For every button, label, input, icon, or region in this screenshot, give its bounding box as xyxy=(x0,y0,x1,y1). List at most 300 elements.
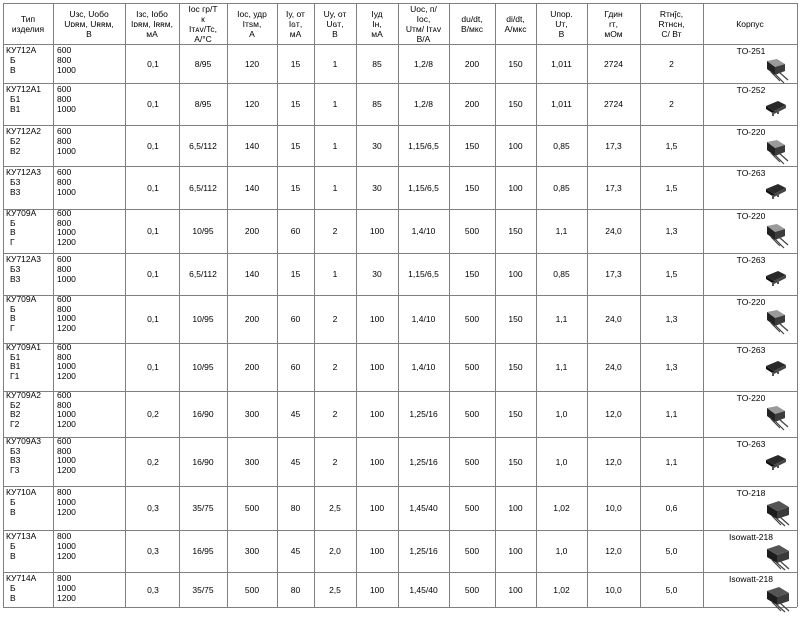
voltage-value: 1000 xyxy=(57,187,76,197)
type-cell xyxy=(6,437,52,475)
type-designation: КУ710А xyxy=(6,487,37,497)
voltage-cell xyxy=(57,343,123,381)
param-value: 200 xyxy=(244,314,260,324)
param-value: 2,5 xyxy=(329,584,341,595)
voltage-value: 800 xyxy=(57,264,72,274)
param-value: 100 xyxy=(369,503,385,513)
param-value: 1 xyxy=(332,182,338,193)
package-label: TO-263 xyxy=(736,255,766,265)
voltage-value: 1000 xyxy=(57,146,76,156)
param-value: 2724 xyxy=(604,58,623,69)
param-value: 1,02 xyxy=(553,503,570,513)
type-designation: Г xyxy=(10,322,15,333)
param-value: 12,0 xyxy=(605,456,622,467)
param-value: 1,1 xyxy=(665,456,678,467)
type-designation: Б xyxy=(10,303,16,314)
header-cell xyxy=(640,3,703,44)
param-value: 17,3 xyxy=(605,140,622,151)
header-line: Rᴛʜᴄʜ, xyxy=(658,18,685,29)
param-value: 35/75 xyxy=(192,584,214,595)
type-designation: В2 xyxy=(10,146,21,156)
voltage-cell xyxy=(57,209,123,247)
param-value: 35/75 xyxy=(192,503,214,513)
header-line: мА xyxy=(146,28,158,39)
header-line: В xyxy=(558,28,565,39)
type-designation: В3 xyxy=(10,187,21,197)
param-value: 1,02 xyxy=(553,584,570,595)
header-line: Iʜ, xyxy=(372,18,382,29)
grid-vline xyxy=(703,3,704,607)
param-value: 100 xyxy=(369,314,385,324)
param-value: 0,1 xyxy=(147,269,159,279)
voltage-value: 1000 xyxy=(57,104,76,114)
param-value: 140 xyxy=(244,140,260,151)
header-line: А/°С xyxy=(194,33,212,44)
type-cell xyxy=(6,295,52,333)
param-value: 6,5/112 xyxy=(189,269,217,279)
header-line: к xyxy=(201,13,205,24)
voltage-value: 600 xyxy=(57,254,72,264)
header-line: Iос, xyxy=(416,13,431,24)
param-value: 2724 xyxy=(604,99,623,109)
header-line: мА xyxy=(289,28,302,39)
voltage-value: 1200 xyxy=(57,507,76,517)
voltage-value: 800 xyxy=(57,217,72,228)
param-value: 80 xyxy=(290,503,301,513)
voltage-value: 1200 xyxy=(57,236,76,247)
param-value: 5,0 xyxy=(665,546,678,556)
header-line: rᴛ, xyxy=(608,18,619,29)
package-icon xyxy=(763,501,791,532)
param-value: 2 xyxy=(332,409,338,419)
header-cell xyxy=(587,3,640,44)
type-designation: КУ714А xyxy=(6,573,37,583)
param-value: 60 xyxy=(290,362,301,372)
type-designation: КУ712А3 xyxy=(6,254,42,264)
package-label: TO-251 xyxy=(736,46,766,56)
header-cell xyxy=(536,3,587,44)
param-value: 0,85 xyxy=(553,269,570,279)
header-line: Uпор. xyxy=(550,8,573,19)
header-cell xyxy=(277,3,314,44)
header-line: Корпус xyxy=(736,18,764,29)
param-value: 0,1 xyxy=(147,226,159,236)
header-line: Тип xyxy=(20,13,36,24)
param-value: 150 xyxy=(508,99,523,109)
param-value: 1 xyxy=(332,269,338,279)
voltage-value: 1200 xyxy=(57,464,76,475)
param-value: 15 xyxy=(290,269,301,279)
type-designation: Б3 xyxy=(10,445,21,456)
header-line: Iос гр/Т xyxy=(188,3,218,14)
package-icon xyxy=(763,452,789,475)
voltage-value: 1000 xyxy=(57,455,76,465)
voltage-value: 1000 xyxy=(57,409,76,419)
param-value: 10,0 xyxy=(605,584,622,595)
param-value: 15 xyxy=(290,58,301,69)
package-label: TO-263 xyxy=(736,168,766,178)
param-value: 100 xyxy=(508,584,523,595)
param-value: 0,85 xyxy=(553,140,570,151)
param-value: 45 xyxy=(290,409,301,419)
param-value: 1,3 xyxy=(665,314,678,324)
param-value: 100 xyxy=(508,182,523,193)
param-value: 8/95 xyxy=(194,99,212,109)
param-value: 0,3 xyxy=(147,546,159,556)
param-value: 0,1 xyxy=(147,58,159,69)
param-value: 1,2/8 xyxy=(414,99,433,109)
voltage-value: 1000 xyxy=(57,227,76,237)
header-line: Iзс, Iобо xyxy=(136,8,168,19)
param-value: 17,3 xyxy=(605,182,622,193)
type-designation: КУ712А2 xyxy=(6,126,42,136)
type-designation: В xyxy=(10,313,16,323)
header-cell xyxy=(398,3,449,44)
voltage-value: 600 xyxy=(57,436,72,446)
header-line: Uос, п/ xyxy=(410,3,437,14)
param-value: 0,1 xyxy=(147,140,159,151)
type-designation: В xyxy=(10,507,16,517)
param-value: 45 xyxy=(290,456,301,467)
param-value: 150 xyxy=(464,182,480,193)
param-value: 1,1 xyxy=(555,226,568,236)
param-value: 500 xyxy=(464,409,480,419)
param-value: 16/90 xyxy=(192,409,214,419)
voltage-value: 1000 xyxy=(57,274,76,284)
type-designation: КУ712А xyxy=(6,45,37,55)
type-cell xyxy=(6,343,52,381)
param-value: 1,011 xyxy=(551,99,572,109)
type-designation: Б xyxy=(10,541,16,551)
type-cell xyxy=(6,209,52,247)
voltage-value: 800 xyxy=(57,136,72,146)
param-value: 1,3 xyxy=(665,362,678,372)
type-designation: Б xyxy=(10,497,16,507)
type-designation: Б3 xyxy=(10,264,21,274)
param-value: 0,3 xyxy=(147,503,159,513)
param-value: 500 xyxy=(464,226,480,236)
param-value: 1,15/6,5 xyxy=(408,140,439,151)
type-designation: Г xyxy=(10,236,15,247)
header-line: В/А xyxy=(416,33,431,44)
type-cell xyxy=(6,531,52,561)
grid-vline xyxy=(125,3,126,607)
param-value: 0,2 xyxy=(147,409,159,419)
package-icon xyxy=(763,587,791,618)
param-value: 0,2 xyxy=(147,456,159,467)
header-line: В xyxy=(86,28,92,39)
type-designation: В xyxy=(10,551,16,561)
param-value: 1,5 xyxy=(665,140,678,151)
type-designation: КУ709А1 xyxy=(6,342,42,352)
voltage-value: 800 xyxy=(57,399,72,410)
voltage-value: 600 xyxy=(57,167,72,177)
param-value: 60 xyxy=(290,226,301,236)
type-designation: В xyxy=(10,593,16,603)
param-value: 60 xyxy=(290,314,301,324)
param-value: 1,25/16 xyxy=(409,409,438,419)
type-cell xyxy=(6,167,52,197)
package-label: TO-220 xyxy=(736,211,766,221)
header-line: В/мкс xyxy=(461,23,483,34)
voltage-cell xyxy=(57,531,123,561)
voltage-value: 800 xyxy=(57,487,72,497)
param-value: 1,45/40 xyxy=(409,503,438,513)
param-value: 500 xyxy=(464,546,480,556)
voltage-value: 800 xyxy=(57,303,72,314)
type-designation: КУ709А xyxy=(6,294,37,304)
param-value: 10/95 xyxy=(192,314,214,324)
voltage-value: 800 xyxy=(57,573,72,583)
voltage-value: 1000 xyxy=(57,361,76,371)
voltage-value: 800 xyxy=(57,531,72,541)
param-value: 1,2/8 xyxy=(414,58,433,69)
type-designation: В1 xyxy=(10,104,21,114)
param-value: 2 xyxy=(332,456,338,467)
voltage-value: 600 xyxy=(57,126,72,136)
param-value: 24,0 xyxy=(605,362,622,372)
param-value: 1 xyxy=(332,58,338,69)
type-designation: КУ709А xyxy=(6,208,37,218)
param-value: 2 xyxy=(669,58,674,69)
param-value: 0,1 xyxy=(147,314,159,324)
header-line: Iᴅʀᴍ, Iʀʀᴍ, xyxy=(131,18,173,29)
header-cell xyxy=(53,3,125,44)
param-value: 120 xyxy=(244,99,260,109)
type-cell xyxy=(6,84,52,114)
type-designation: КУ713А xyxy=(6,531,37,541)
voltage-cell xyxy=(57,167,123,197)
param-value: 8/95 xyxy=(194,58,212,69)
header-line: В xyxy=(332,28,338,39)
voltage-cell xyxy=(57,573,123,603)
voltage-cell xyxy=(57,437,123,475)
param-value: 12,0 xyxy=(605,409,622,419)
header-line: Iу, от xyxy=(286,8,305,19)
param-value: 24,0 xyxy=(605,226,622,236)
param-value: 100 xyxy=(369,584,385,595)
param-value: 1,0 xyxy=(555,546,568,556)
param-value: 1,4/10 xyxy=(411,314,436,324)
param-value: 150 xyxy=(508,409,523,419)
voltage-cell xyxy=(57,487,123,517)
param-value: 30 xyxy=(372,182,382,193)
package-label: TO-220 xyxy=(736,297,766,307)
param-value: 16/90 xyxy=(192,456,214,467)
voltage-cell xyxy=(57,254,123,284)
param-value: 300 xyxy=(244,409,260,419)
grid-vline xyxy=(797,3,798,607)
param-value: 100 xyxy=(369,409,385,419)
type-designation: Б1 xyxy=(10,351,21,362)
param-value: 1,1 xyxy=(555,362,568,372)
header-cell xyxy=(495,3,536,44)
voltage-value: 1000 xyxy=(57,497,76,507)
voltage-value: 800 xyxy=(57,445,72,456)
package-icon xyxy=(763,545,791,576)
param-value: 1,0 xyxy=(555,409,568,419)
voltage-value: 800 xyxy=(57,351,72,362)
type-cell xyxy=(6,45,52,75)
param-value: 500 xyxy=(464,314,480,324)
param-value: 500 xyxy=(464,503,480,513)
header-cell xyxy=(179,3,227,44)
param-value: 1,1 xyxy=(665,409,678,419)
type-designation: Г1 xyxy=(10,370,20,381)
param-value: 80 xyxy=(290,584,301,595)
voltage-value: 1000 xyxy=(57,583,76,593)
type-designation: Б1 xyxy=(10,94,21,104)
type-designation: В2 xyxy=(10,409,21,419)
param-value: 2,0 xyxy=(329,546,341,556)
voltage-value: 600 xyxy=(57,84,72,94)
voltage-value: 1200 xyxy=(57,418,76,429)
type-designation: КУ709А3 xyxy=(6,436,42,446)
param-value: 100 xyxy=(508,140,523,151)
param-value: 1 xyxy=(332,140,338,151)
header-line: Uɢᴛ, xyxy=(326,18,344,29)
param-value: 1,45/40 xyxy=(409,584,438,595)
package-icon xyxy=(763,140,791,171)
param-value: 15 xyxy=(290,99,301,109)
grid-vline xyxy=(3,3,4,607)
voltage-value: 800 xyxy=(57,177,72,187)
type-cell xyxy=(6,391,52,429)
voltage-value: 1200 xyxy=(57,370,76,381)
package-label: Isowatt-218 xyxy=(729,532,773,542)
voltage-cell xyxy=(57,45,123,75)
header-line: Iɢᴛ, xyxy=(288,18,303,29)
type-designation: Б2 xyxy=(10,399,21,410)
param-value: 30 xyxy=(372,140,382,151)
param-value: 200 xyxy=(464,99,480,109)
header-cell xyxy=(227,3,277,44)
header-line: мОм xyxy=(604,28,623,39)
voltage-cell xyxy=(57,126,123,156)
header-line: Гдин xyxy=(604,8,623,19)
param-value: 5,0 xyxy=(665,584,678,595)
header-cell xyxy=(449,3,495,44)
package-icon xyxy=(763,224,791,255)
param-value: 1,25/16 xyxy=(409,546,438,556)
header-line: Iос, удр xyxy=(237,8,267,19)
type-designation: КУ712А3 xyxy=(6,167,42,177)
param-value: 150 xyxy=(508,362,523,372)
type-cell xyxy=(6,573,52,603)
header-line: du/dt, xyxy=(461,13,483,24)
param-value: 0,3 xyxy=(147,584,159,595)
param-value: 100 xyxy=(369,226,385,236)
voltage-value: 1000 xyxy=(57,65,76,75)
voltage-cell xyxy=(57,295,123,333)
param-value: 1,15/6,5 xyxy=(408,182,439,193)
param-value: 85 xyxy=(372,99,382,109)
type-cell xyxy=(6,126,52,156)
package-label: TO-220 xyxy=(736,127,766,137)
header-line: Uᴛᴍ/ Iᴛᴀᴠ xyxy=(405,23,442,34)
param-value: 2 xyxy=(332,362,338,372)
voltage-value: 1200 xyxy=(57,322,76,333)
type-cell xyxy=(6,487,52,517)
type-designation: В3 xyxy=(10,274,21,284)
param-value: 100 xyxy=(508,546,523,556)
param-value: 100 xyxy=(508,269,523,279)
type-designation: Б3 xyxy=(10,177,21,187)
param-value: 1 xyxy=(332,99,338,109)
type-designation: В xyxy=(10,65,16,75)
param-value: 85 xyxy=(372,58,382,69)
header-line: Uу, от xyxy=(323,8,347,19)
type-designation: Б xyxy=(10,583,16,593)
param-value: 500 xyxy=(464,362,480,372)
package-label: Isowatt-218 xyxy=(729,574,773,584)
voltage-value: 600 xyxy=(57,294,72,304)
package-label: TO-220 xyxy=(736,393,766,403)
type-designation: Г3 xyxy=(10,464,20,475)
type-designation: В3 xyxy=(10,455,21,465)
voltage-cell xyxy=(57,84,123,114)
voltage-value: 800 xyxy=(57,55,72,65)
header-cell xyxy=(314,3,356,44)
voltage-value: 600 xyxy=(57,45,72,55)
type-designation: КУ709А2 xyxy=(6,390,42,400)
param-value: 12,0 xyxy=(605,546,622,556)
header-cell xyxy=(703,3,797,44)
header-cell xyxy=(125,3,179,44)
param-value: 300 xyxy=(244,456,260,467)
type-designation: Г2 xyxy=(10,418,20,429)
type-designation: В xyxy=(10,227,16,237)
param-value: 1,4/10 xyxy=(411,362,436,372)
voltage-value: 1200 xyxy=(57,593,76,603)
param-value: 200 xyxy=(244,362,260,372)
package-label: TO-263 xyxy=(736,345,766,355)
header-line: Rᴛʜĵᴄ, xyxy=(659,8,684,19)
package-icon xyxy=(763,181,789,204)
header-line: di/dt, xyxy=(506,13,525,24)
param-value: 150 xyxy=(508,226,523,236)
param-value: 2 xyxy=(332,314,338,324)
header-line: Uзс, Uобо xyxy=(69,8,109,19)
header-line: Uᴛ, xyxy=(555,18,568,29)
header-line: С/ Вт xyxy=(661,28,682,39)
header-line: изделия xyxy=(11,23,45,34)
param-value: 1,011 xyxy=(551,58,572,69)
header-line: мА xyxy=(371,28,383,39)
param-value: 500 xyxy=(244,503,260,513)
param-value: 24,0 xyxy=(605,314,622,324)
param-value: 6,5/112 xyxy=(189,182,217,193)
package-icon xyxy=(763,406,791,437)
param-value: 100 xyxy=(369,546,385,556)
voltage-value: 800 xyxy=(57,94,72,104)
voltage-value: 600 xyxy=(57,208,72,218)
param-value: 1,0 xyxy=(555,456,568,467)
param-value: 0,1 xyxy=(147,362,159,372)
header-line: Iуд xyxy=(371,8,383,19)
param-value: 0,6 xyxy=(665,503,678,513)
param-value: 150 xyxy=(464,140,480,151)
param-value: 17,3 xyxy=(605,269,622,279)
param-value: 1,5 xyxy=(665,182,678,193)
param-value: 0,1 xyxy=(147,182,159,193)
param-value: 1,15/6,5 xyxy=(408,269,439,279)
param-value: 150 xyxy=(508,58,523,69)
type-designation: В1 xyxy=(10,361,21,371)
param-value: 1,25/16 xyxy=(409,456,438,467)
param-value: 100 xyxy=(369,456,385,467)
param-value: 200 xyxy=(464,58,480,69)
